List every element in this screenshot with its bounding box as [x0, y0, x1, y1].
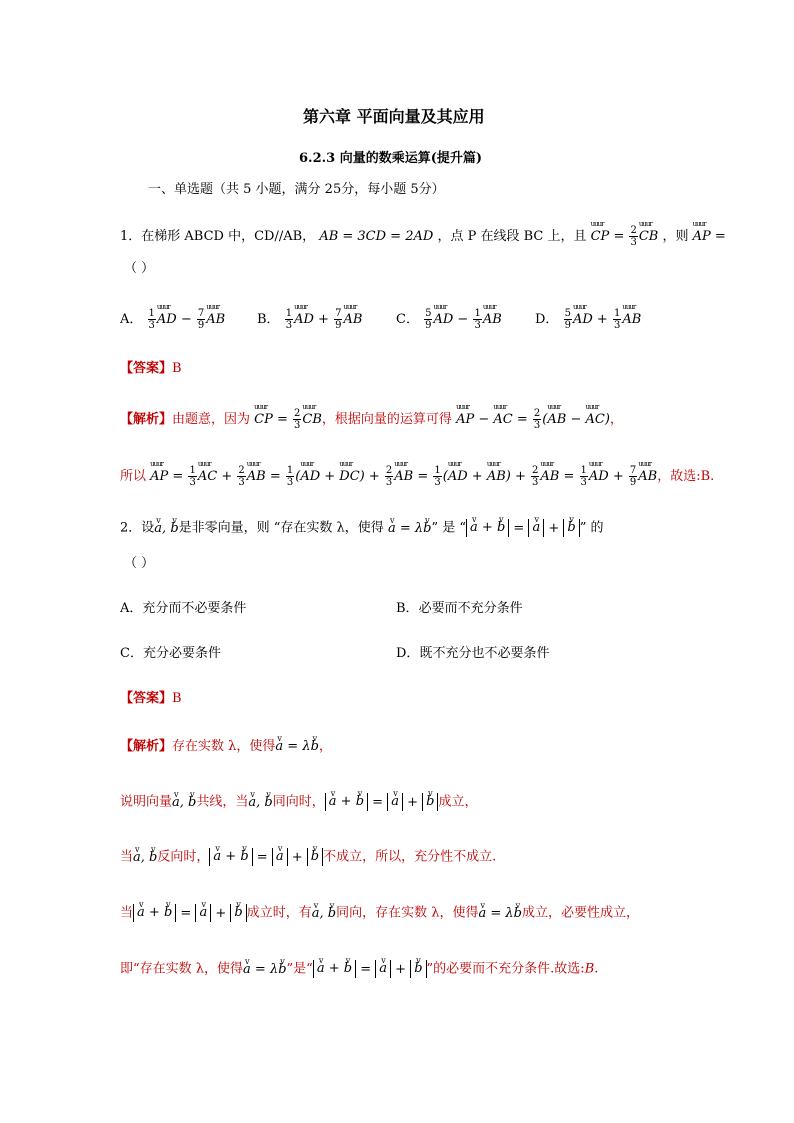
q1-answer-value: B	[172, 361, 182, 376]
q2-analysis-line5	[120, 960, 598, 979]
q2-analysis-a5c: ”的必要而不充分条件.故选:	[426, 961, 585, 977]
q1-stem-mid: ，点 P 在线段 BC 上，且	[437, 229, 587, 244]
q1-option-b-formula: $\frac{1}{3}$ uuur AD + $\frac{7}{9}$ uuur AB	[284, 312, 363, 327]
q2-analysis-a3b: 反向时，	[157, 849, 210, 865]
q2-option-a-label: A．	[120, 601, 143, 616]
q1-analysis-text-b: ，根据向量的运算可得	[321, 412, 452, 427]
q1-stem-equation: AB = 3CD = 2AD	[319, 229, 434, 244]
q1-analysis-line1	[120, 405, 623, 431]
q2-analysis-a5d: B.	[584, 961, 599, 977]
q1-stem-prefix: 1．在梯形 ABCD 中，CD//AB，	[120, 229, 316, 244]
q2-analysis-vectors-4: v a, v b	[312, 906, 336, 921]
q2-analysis-formula-5: v a = λv b	[478, 906, 522, 921]
q2-answer-value: B	[172, 691, 182, 706]
section-title: 6.2.3 向量的数乘运算(提升篇)	[299, 151, 483, 166]
q1-option-d	[535, 305, 641, 331]
q2-option-b-label: B．	[396, 601, 419, 616]
q2-option-b-text: 必要而不充分条件	[418, 601, 523, 616]
question-2-stem	[120, 519, 603, 538]
q2-analysis-line1	[120, 738, 332, 756]
chapter-title: 第六章 平面向量及其应用	[303, 107, 485, 126]
q1-option-a-label: A．	[120, 312, 143, 327]
q1-analysis-formula-2: uuur AP − uuur AC = $\frac{2}{3}$ (uuur AB − uuur AC)	[456, 412, 610, 427]
q2-analysis-a3a: 当	[120, 849, 134, 865]
q2-analysis-formula-3: v a + v b = v a + v b	[209, 850, 323, 865]
q2-option-d-label: D．	[396, 646, 420, 661]
q2-analysis-vectors-2: v a, v b	[248, 795, 272, 810]
q2-analysis-a2d: 成立，	[438, 794, 478, 810]
q1-condition-formula: uuur CP = $\frac{2}{3}$ uuur CB	[591, 229, 659, 244]
q2-analysis-a4a: 当	[120, 905, 134, 921]
q2-option-c-text: 充分必要条件	[142, 646, 221, 661]
q2-formula-abs: v a + v b = v a + v b	[466, 521, 580, 536]
q2-analysis-a1: 存在实数 λ，使得	[172, 739, 276, 754]
q2-analysis-a4d: 成立，必要性成立，	[521, 905, 639, 921]
q2-analysis-a4b: 成立时，有	[246, 905, 312, 921]
q2-analysis-a2c: 同向时，	[272, 794, 325, 810]
q2-analysis-a2b: 共线，当	[196, 794, 249, 810]
q1-paren: （ ）	[124, 261, 155, 276]
q2-analysis-a4c: 同向，存在实数 λ，使得	[336, 905, 479, 921]
q1-option-c-label: C．	[396, 312, 419, 327]
q1-option-b-label: B．	[257, 312, 280, 327]
q1-answer-tag: 【答案】	[120, 361, 173, 376]
q1-option-d-label: D．	[535, 312, 559, 327]
q2-analysis-line2	[120, 793, 477, 812]
q1-answer	[120, 360, 182, 378]
q2-analysis-formula-1: v a = λv b	[275, 739, 319, 754]
q1-analysis-line2	[120, 462, 714, 488]
q2-analysis-formula-2: v a + v b = v a + v b	[325, 795, 439, 810]
q1-analysis-text-e: ，故选:B.	[657, 469, 715, 484]
q1-stem-end: ，则	[662, 229, 689, 244]
q2-stem-d: ” 的	[579, 520, 604, 536]
q1-analysis-formula-1: uuur CP = $\frac{2}{3}$ uuur CB	[254, 412, 322, 427]
q1-option-b	[257, 305, 362, 331]
q2-formula-collinear: v a = λv b	[388, 521, 432, 536]
q2-analysis-a2a: 说明向量	[120, 794, 173, 810]
q2-analysis-vectors-3: v a, v b	[133, 850, 157, 865]
question-1-stem	[120, 222, 726, 248]
q1-analysis-formula-3: uuur AP = $\frac{1}{3}$ uuur AC + $\frac{2}{3}$ uuur AB = $\frac{1}{3}$ (uuur AD + uuur DC) + $\frac{2}{3}$ uuur AB = $\frac{1}{3}$ (uuur AD + uuur AB) + $\frac{2}{3}$ uuur AB = $\frac{1}{3}$ uuur AD + $\frac{7}{9}$ uuur AB	[150, 469, 657, 484]
q2-vectors-ab: v a, v b	[154, 521, 178, 536]
q1-analysis-text-a: 由题意，因为	[172, 412, 251, 427]
q1-option-d-formula: $\frac{5}{9}$ uuur AD + $\frac{1}{3}$ uuur AB	[563, 312, 642, 327]
q2-stem-b: 是非零向量，则 “存在实数 λ，使得	[178, 520, 384, 536]
q2-answer-tag: 【答案】	[120, 691, 173, 706]
q1-option-a-formula: $\frac{1}{3}$ uuur AD − $\frac{7}{9}$ uuur AB	[147, 312, 226, 327]
q2-option-a-text: 充分而不必要条件	[142, 601, 247, 616]
q1-analysis-text-c: ，	[609, 412, 623, 427]
q2-option-c	[120, 645, 221, 663]
q2-option-d-text: 既不充分也不必要条件	[419, 646, 550, 661]
q2-stem-c: ” 是 “	[431, 520, 466, 536]
q1-analysis-text-d: 所以	[120, 469, 147, 484]
q2-analysis-formula-7: v a + v b = v a + v b	[313, 962, 427, 977]
q2-analysis-vectors-1: v a, v b	[172, 795, 196, 810]
q2-option-d	[396, 645, 549, 663]
q2-analysis-a5a: 即“存在实数 λ，使得	[120, 961, 244, 977]
q2-analysis-line4	[120, 904, 639, 923]
q2-analysis-tag: 【解析】	[120, 739, 173, 754]
q2-stem-a: 2．设	[120, 520, 155, 536]
section-heading: 一、单选题（共 5 小题，满分 25分，每小题 5分）	[148, 182, 445, 197]
q2-option-c-label: C．	[120, 646, 143, 661]
q2-analysis-a1-end: ，	[318, 739, 332, 754]
q1-option-a	[120, 305, 225, 331]
q2-analysis-a3c: 不成立，所以，充分性不成立.	[323, 849, 497, 865]
q1-option-c	[396, 305, 502, 331]
q1-analysis-tag: 【解析】	[120, 412, 173, 427]
q2-analysis-a5b: ”是“	[286, 961, 313, 977]
q2-analysis-line3	[120, 848, 496, 867]
q2-option-a	[120, 600, 246, 618]
q2-analysis-formula-4: v a + v b = v a + v b	[133, 906, 247, 921]
q2-answer	[120, 690, 182, 708]
q1-target-formula: uuur AP =	[693, 229, 726, 244]
q2-option-b	[396, 600, 523, 618]
q1-option-c-formula: $\frac{5}{9}$ uuur AD − $\frac{1}{3}$ uuur AB	[423, 312, 502, 327]
q2-paren: （ ）	[124, 556, 155, 571]
q2-analysis-formula-6: v a = λv b	[243, 962, 287, 977]
